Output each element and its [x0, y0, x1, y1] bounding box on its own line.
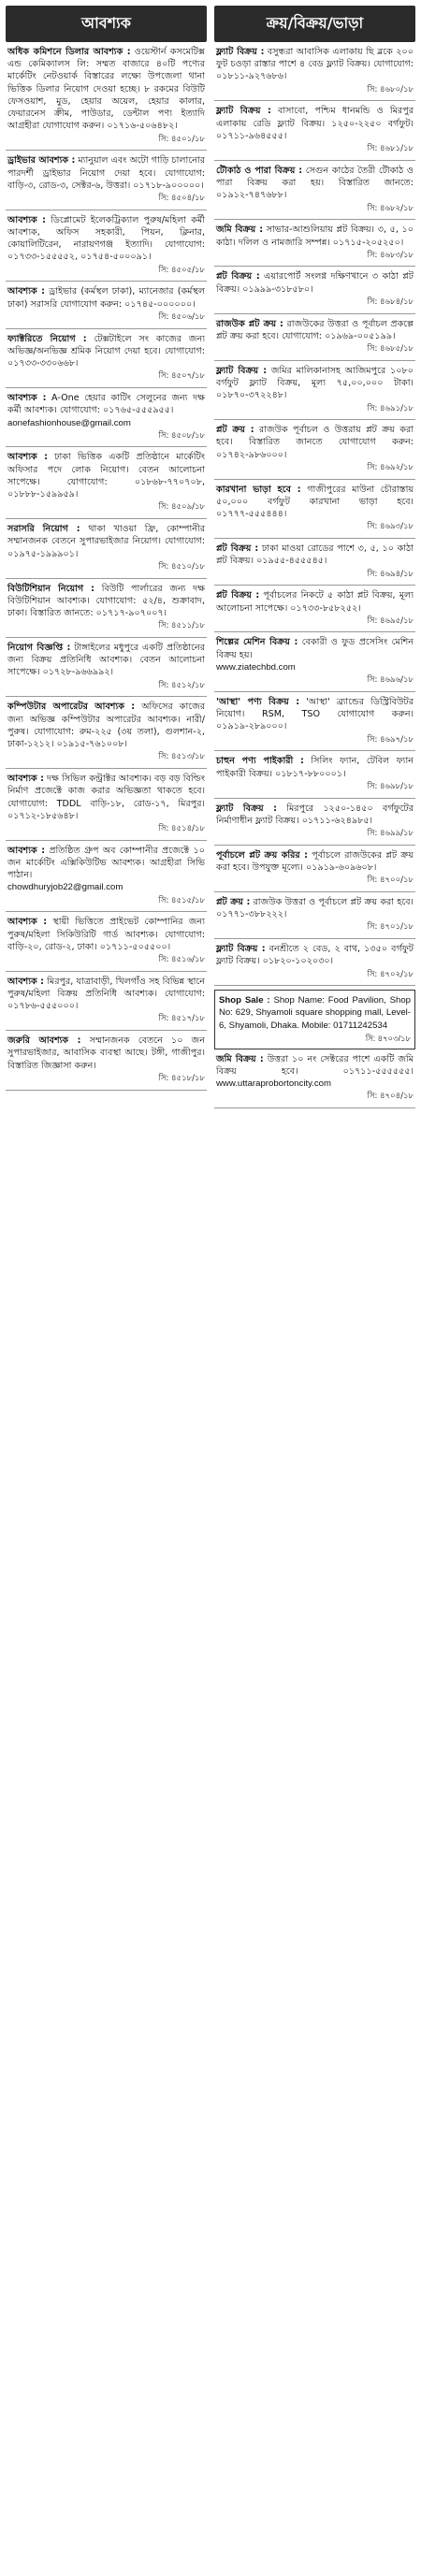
- ad-title: আবশ্যক :: [7, 452, 48, 463]
- ad-body: 'আস্থা' ব্র্যান্ডের ডিস্ট্রিবিউটর নিয়োগ। RSM, TSO যোগাযোগ করুন। ০১৯১৯-২৮৯০০০।: [216, 696, 414, 732]
- classified-ad: [214, 632, 415, 691]
- ad-code: সি: ৪৬৯১/১৮: [367, 403, 414, 413]
- ad-body: টেক্সটাইলে সং কাজের জন্য অভিজ্ঞ/অনভিজ্ঞ শ্রমিক নিয়োগ দেয়া হবে। যোগাযোগ: ০১৭৩৩-৩৩০৬৬৮।: [7, 333, 205, 369]
- ad-body: প্রতিষ্ঠিত গ্রুপ অব কোম্পানীর প্রজেক্টে ১০ জন মার্কেটিং এক্সিকিউটিভ আবশ্যক। আগ্রহীরা সিভি পাঠান।: [7, 845, 205, 881]
- ad-title: চাহুন পণ্য পাইকারী :: [216, 756, 304, 767]
- ad-title: আবশ্যক :: [7, 393, 47, 404]
- ad-title: আবশ্যক :: [7, 214, 46, 225]
- ad-code: সি: ৪৬৯৮/১৮: [367, 781, 414, 791]
- ad-title: আবশ্যক :: [7, 845, 46, 856]
- ad-title: Shop Sale :: [219, 995, 270, 1006]
- ad-body: ওয়েস্টার্ন কসমেটিক্স এন্ড কেমিক্যালস লি: সম্মত বাজারে ৪০টি পণ্যের মার্কেটিং নেটওয়ার্ক বিস্তারের লক্ষ্যে উপজেলা থানা ভিত্তিক ডিলার নিয়োগ দেওয়া হচ্ছে। ৮ রকমের বিউটি ফেসওয়াশ, মুড, হেয়ার অয়েল, হেয়ার কালার, ফেয়ারনেস ক্রীম, পাউডার, ডেন্টাল পণ্য ইত্যাদি আগ্রহীরা যোগাযোগ করুন। ০১৭১৬-৫০৬৪৮২।: [7, 47, 205, 132]
- ad-title: আবশ্যক :: [7, 917, 48, 928]
- ad-code: সি: ৪৭০২/১৮: [367, 969, 414, 979]
- classified-ad: [214, 420, 415, 479]
- ad-title: শিল্পের মেশিন বিক্রয় :: [216, 637, 298, 648]
- classified-ad: [214, 101, 415, 160]
- ad-body: থাকা খাওয়া ফ্রি, কোম্পানীর সম্মানজনক বেতনে সুপারভাইজার নিয়োগ। যোগাযোগ: ০১৯৭৫-১৯৯৯০১।: [7, 524, 205, 559]
- ad-body: রাজউক পূর্বাচল ও উত্তরায় প্লট ক্রয় করা হবে। বিস্তারিত জানতে যোগাযোগ করুন: ০১৭৪২-৯৮৬০০০।: [216, 425, 414, 460]
- ad-title: বিউটিশিয়ান নিয়োগ :: [7, 583, 95, 594]
- classified-ad: [214, 539, 415, 586]
- section-header-buy-sell-rent: ক্রয়/বিক্রয়/ভাড়া: [214, 6, 415, 42]
- ad-list-right: [214, 42, 415, 986]
- ad-title: জমি বিক্রয় :: [216, 224, 264, 236]
- ad-body: বসুন্ধরা আবাসিক এলাকায় ছি ব্লকে ২০০ ফুট চওড়া রাস্তার পাশে ৪ বেড ফ্ল্যাট বিক্রয়। যোগাযোগ: ০১৮১১-৯২৭৬৮৬।: [216, 47, 414, 82]
- ad-title: ফ্ল্যাট বিক্রয় :: [216, 803, 277, 814]
- ad-title: প্লট বিক্রয় :: [216, 271, 260, 282]
- ad-email-link[interactable]: aonefashionhouse@gmail.com: [7, 417, 131, 428]
- ad-body: উত্তরা ১০ নং সেক্টরের পাশে একটি জমি বিক্রয় হবে। ০১৭১১-৫৫৫৫৫৫।: [216, 1053, 414, 1077]
- ad-code: সি: ৪৫১০/১৮: [158, 561, 205, 572]
- classified-ad: [6, 697, 207, 769]
- ad-code: সি: ৪৬৮২/১৮: [367, 203, 414, 213]
- ad-code: সি: ৪৫১৭/১৮: [158, 1014, 205, 1024]
- ad-title: নিয়োগ বিজ্ঞপ্তি :: [7, 642, 71, 653]
- ad-body: বিউটি পার্লারের জন্য দক্ষ বিউটিশিয়ান আবশ্যক। যোগাযোগ: ৫২/৪, শুক্রাবাদ, ঢাকা। বিস্তারিত জানতে: ০১৭১৭-৯০৭০০৭।: [7, 583, 205, 619]
- ad-body: ডিপ্লোমেট ইলেকট্রিক্যাল পুরুষ/মহিলা কর্মী আবশ্যক, অফিস সহকারী, পিয়ন, ক্লিনার, কোয়ালিটিরেন, নারায়ণগঞ্জ ইত্যাদি। যোগাযোগ: ০১৭৩৩-১৫৫৫৫২, ০১৭৫৪-৫০০০৯১।: [7, 214, 205, 263]
- land-sale-ad: [214, 1049, 415, 1108]
- classified-ad: [214, 799, 415, 846]
- ad-title: ফ্ল্যাট বিক্রয় :: [216, 365, 268, 376]
- classified-ad: [214, 361, 415, 420]
- ad-email-link[interactable]: chowdhuryjob22@gmail.com: [7, 882, 123, 893]
- ad-code: সি: ৪৫০৯/১৮: [158, 502, 205, 513]
- ad-website-link[interactable]: www.ziatechbd.com: [216, 661, 296, 673]
- classified-ad: [6, 1031, 207, 1090]
- ad-code: সি: ৪৫১৮/১৮: [158, 1073, 205, 1083]
- ad-title: ফ্ল্যাট বিক্রয় :: [216, 47, 265, 57]
- ad-code: সি: ৪৬৯৬/১৮: [367, 675, 414, 686]
- ad-code: সি: ৪৫০৪/১৮: [158, 194, 205, 204]
- classified-ad: [6, 841, 207, 913]
- ad-title: অধিক কমিশনে ডিলার আবশ্যক :: [7, 47, 131, 57]
- ad-body: গাজীপুরের মাউনা চৌরাস্তায় ৫০,০০০ বর্গফুট কারখানা ভাড়া হবে। ০১৭৭৭-৫৫৫৪৪৪।: [216, 484, 414, 520]
- classified-ad: [214, 892, 415, 939]
- ad-code: সি: ৪৬৯৫/১৮: [367, 615, 414, 626]
- ad-title: ফ্ল্যাট বিক্রয় :: [216, 944, 266, 955]
- classified-ad: [214, 42, 415, 101]
- classified-ad: [6, 638, 207, 697]
- ad-body: সেগুন কাঠের তৈরী টৌকাঠ ও পারা বিক্রয় করা হয়। বিস্তারিত জানতে: ০১৯১২-৭৪৭৬৮৮।: [216, 165, 414, 201]
- classified-ad: [6, 579, 207, 638]
- ad-code: সি: ৪৬৮১/১৮: [367, 144, 414, 154]
- ad-code: সি: ৪৫০৬/১৮: [158, 311, 205, 322]
- classified-ad: [6, 329, 207, 388]
- classified-ad: [6, 282, 207, 328]
- ad-body: ঢাকা ভিত্তিক একটি প্রতিষ্ঠানে মার্কেটিং অফিসার পদে লোক নিয়োগ। বেতন আলোচনা সাপেক্ষে। যোগাযোগ: ০১৮৬৮-৭৭০৭০৮, ০১৮৮৮-১৫৯৯৫৯।: [7, 452, 205, 500]
- ad-title: টৌকাঠ ও পারা বিক্রয় :: [216, 165, 303, 176]
- classified-ad: [214, 480, 415, 539]
- ad-code: সি: ৪৫০৮/১৮: [158, 430, 205, 441]
- classified-ad: [214, 751, 415, 798]
- ad-body: সম্মানজনক বেতনে ১০ জন সুপারভাইজার, আবাসিক ব্যবস্থা আছে। টঙ্গী, গাজীপুর। বিস্তারিত জিজ্ঞাসা করুন।: [7, 1035, 205, 1071]
- ad-code: সি: ৪৬৯৪/১৮: [367, 569, 414, 579]
- ad-title: কারখানা ভাড়া হবে :: [216, 484, 301, 495]
- ad-title: আবশ্যক :: [7, 774, 44, 785]
- classified-ad: [6, 519, 207, 578]
- ad-body: বাসাবো, পশ্চিম ধানমন্ডি ও মিরপুর এলাকায় রেডি ফ্ল্যাট বিক্রয়। ১২৫০-২২৫০ বর্গফুট। ০১৭১১-৯৬৪৫৫৫।: [216, 106, 414, 141]
- ad-title: প্লট ক্রয় :: [216, 425, 254, 436]
- ad-body: Shop Name: Food Pavilion, Shop No: 629, Shyamoli square shopping mall, Level-6, Shyamoli, Dhaka. Mobile: 01711242534: [219, 995, 411, 1031]
- ad-code: সি: ৪৭০০/১৮: [367, 876, 414, 886]
- right-column: [214, 6, 415, 2576]
- classified-ad: [214, 586, 415, 632]
- ad-title: প্লট বিক্রয় :: [216, 543, 259, 555]
- ad-code: সি: ৪৫১৩/১৮: [158, 752, 205, 762]
- ad-body: বনশ্রীতে ২ বেড, ২ বাথ, ১৩৫০ বর্গফুট ফ্ল্যাট বিক্রয়। ০১৮২০-১০২০৩০।: [216, 944, 414, 967]
- classified-ad: [6, 210, 207, 282]
- ad-body: সিলিং ফ্যান, টেবিল ফ্যান পাইকারী বিক্রয়। ০১৮১৭-৮৮০০০১।: [216, 756, 414, 779]
- ad-code: সি: ৪৭০৪/১৮: [367, 1092, 414, 1102]
- ad-title: পূর্বাচলে প্লট ক্রয় করির :: [216, 849, 309, 861]
- classified-ad: [6, 42, 207, 151]
- classified-ad: [6, 447, 207, 519]
- ad-code: সি: ৪৫১১/১৮: [158, 621, 205, 631]
- classified-ad: [214, 846, 415, 892]
- classified-ad: [6, 151, 207, 210]
- classified-ad: [214, 692, 415, 751]
- ad-body: ড্রাইভার (কর্মস্থল ঢাকা), ম্যানেজার (কর্মস্থল ঢাকা) সরাসরি যোগাযোগ করুন: ০১৭৪৫-০০০০০০।: [7, 286, 205, 310]
- ad-code: সি: ৪৭০৩/১৮: [365, 1033, 411, 1043]
- ad-body: জমির মালিকানাসহ আজিমপুরে ১০৮০ বর্গফুট ফ্ল্যাট বিক্রয়, মূল্য ৭৫,০০,০০০ টাকা। ০১৮৭০-৩৭২২৪৮।: [216, 365, 414, 401]
- ad-body: স্থায়ী ভিত্তিতে প্রাইভেট কোম্পানির জন্য পুরুষ/মহিলা সিকিউরিটি গার্ড আবশ্যক। যোগাযোগ: বাড়ি-২০, রোড-২, ঢাকা। ০১৭১১-৫০৫৫০০।: [7, 917, 205, 952]
- ad-body: পূর্বাচলের নিকটে ৫ কাঠা প্লট বিক্রয়, মূল্য আলোচনা সাপেক্ষে। ০১৭৩৩-৮৫৮২৫২।: [216, 590, 414, 614]
- section-header-wanted: আবশ্যক: [6, 6, 207, 42]
- ad-code: সি: ৪৬৮৪/১৮: [367, 297, 414, 307]
- ad-title: ড্রাইভার আবশ্যক :: [7, 155, 76, 166]
- ad-body: রাজউকের উত্তরা ও পূর্বাচল প্রকল্পে প্লট ক্রয় করা হবে। যোগাযোগ: ০১৯৬৯-০০৫১৯৯।: [216, 318, 414, 341]
- classified-ad: [214, 161, 415, 220]
- classified-ad: [214, 939, 415, 986]
- ad-body: A-One হেয়ার কাটিং সেলুনের জন্য দক্ষ কর্মী আবশ্যক। যোগাযোগ: ০১৭৬৫-৫৫৫৯৫৫।: [7, 393, 205, 416]
- ad-code: সি: ৪৫০১/১৮: [158, 134, 205, 144]
- ad-code: সি: ৪৫০৫/১৮: [158, 265, 205, 275]
- ad-body: এয়ারপোর্ট সংলগ্ন দক্ষিণখানে ৩ কাঠা প্লট বিক্রয়। ০১৯৯৯-৩১৮৫৮০।: [216, 271, 414, 295]
- ad-body: মিরপুরে ১২৫০-১৪৫০ বর্গফুটের নির্মাণাধীন ফ্ল্যাট বিক্রয়। ০১৭১১-৬২৪৯৮৫।: [216, 803, 414, 826]
- ad-list-left: [6, 42, 207, 1091]
- ad-website-link[interactable]: www.uttaraprobortoncity.com: [216, 1078, 331, 1090]
- ad-title: রাজউক প্লট ক্রয় :: [216, 318, 283, 329]
- ad-code: সি: ৪৫১৫/১৮: [158, 895, 205, 905]
- ad-title: জরুরি আবশ্যক :: [7, 1035, 81, 1047]
- ad-code: সি: ৪৬৯৩/১৮: [367, 522, 414, 532]
- shop-sale-ad: [214, 990, 415, 1049]
- ad-body: দক্ষ সিভিল কন্ট্রাক্টর আবশ্যক। বড় বড় বিল্ডিং নির্মাণ প্রজেক্টে কাজ করার অভিজ্ঞতা থাকতে হবে। যোগাযোগ: TDDL বাড়ি-১৮, রোড-১৭, মিরপুর। ০১৭১২-১৮৫৬৪৮।: [7, 774, 205, 821]
- ad-body: অফিসের কাজের জন্য অভিজ্ঞ কম্পিউটার অপারেটর আবশ্যক। নারী/পুরুষ। যোগাযোগ: রুম-২২৫ (৩য় তলা), গুলশান-২, ঢাকা-১২১২। ০১৯১৫-৭৬১০০৮।: [7, 702, 205, 750]
- classified-ad: [214, 220, 415, 267]
- ad-body: টাঙ্গাইলের মধুপুরে একটি প্রতিষ্ঠানের জন্য বিক্রয় প্রতিনিধি আবশ্যক। বেতন আলোচনা সাপেক্ষে। ০১৭২৮-৯৬৬৯৯২।: [7, 642, 205, 678]
- ad-title: ফ্ল্যাট বিক্রয় :: [216, 106, 271, 117]
- ad-code: সি: ৪৫১৬/১৮: [158, 955, 205, 965]
- classified-ad: [6, 972, 207, 1031]
- ad-code: সি: ৪৬৮০/১৮: [367, 84, 414, 94]
- ad-body: পূর্বাচলে রাজউকের প্লট ক্রয় করা হবে। উপযুক্ত মূল্যে। ০১৯১৯-৬০৯৬০৮।: [216, 849, 414, 873]
- ad-body: ম্যানুয়াল এবং অটো গাড়ি চালানোর পারদর্শী ড্রাইভার নিয়োগ দেয়া হবে। যোগাযোগ: বাড়ি-৩, রোড-৩, সেক্টর-৬, উত্তরা। ০১৭১৮-৯০০০০০।: [7, 155, 205, 191]
- ad-title: প্লট বিক্রয় :: [216, 590, 260, 601]
- ad-code: সি: ৪৬৯৯/১৮: [367, 828, 414, 838]
- ad-code: সি: ৪৬৯২/১৮: [367, 462, 414, 472]
- ad-body: ঢাকা মাওয়া রোডের পাশে ৩, ৫, ১০ কাঠা প্লট বিক্রয়। ০১৯৫৫-৪৫৫৫৪৫।: [216, 543, 414, 567]
- ad-body: মিরপুর, যাত্রাবাড়ী, খিলগাঁও সহ বিভিন্ন স্থানে পুরুষ/মহিলা বিক্রয় প্রতিনিধি আবশ্যক। যোগাযোগ: ০১৭৮৬-৫৫৫০০০।: [7, 976, 205, 1012]
- ad-code: সি: ৪৬৮৫/১৮: [367, 344, 414, 355]
- ad-body: রাজউক উত্তরা ও পূর্বাচলে প্লট ক্রয় করা হবে। ০১৭৭১-৩৮৮২২২।: [216, 896, 414, 920]
- ad-code: সি: ৪৬৮৩/১৮: [367, 250, 414, 260]
- classified-ad: [214, 314, 415, 361]
- ad-code: সি: ৪৫০৭/১৮: [158, 371, 205, 382]
- ad-title: আবশ্যক :: [7, 286, 45, 297]
- ad-title: সরাসরি নিয়োগ :: [7, 524, 80, 535]
- ad-title: আবশ্যক :: [7, 976, 44, 987]
- classified-ad: [6, 388, 207, 447]
- ad-body: সাভার-আশুলিয়ায় প্লট বিক্রয়। ৩, ৫, ১০ কাঠা। দলিল ও নামজারি সম্পন্ন। ০১৭১৫-২০৫২৫০।: [216, 224, 414, 248]
- left-column: [6, 6, 207, 2576]
- ad-title: প্লট ক্রয় :: [216, 896, 251, 907]
- ad-code: সি: ৪৫১৪/১৮: [158, 823, 205, 833]
- ad-code: সি: ৪৫১২/১৮: [158, 680, 205, 690]
- ad-title: জমি বিক্রয় :: [216, 1053, 264, 1064]
- classified-ad: [6, 912, 207, 971]
- ad-title: কম্পিউটার অপারেটর আবশ্যক :: [7, 702, 136, 713]
- ad-body: বেকারী ও ফুড প্রসেসিং মেশিন বিক্রয় হয়।: [216, 637, 414, 660]
- ad-title: ফ্যাক্টরিতে নিয়োগ :: [7, 333, 87, 344]
- classified-ad: [214, 267, 415, 313]
- ad-code: সি: ৪৭০১/১৮: [367, 922, 414, 933]
- ad-code: সি: ৪৬৯৭/১৮: [367, 734, 414, 745]
- classified-ad: [6, 769, 207, 841]
- ad-title: 'আস্থা' পণ্য বিক্রয় :: [216, 696, 300, 707]
